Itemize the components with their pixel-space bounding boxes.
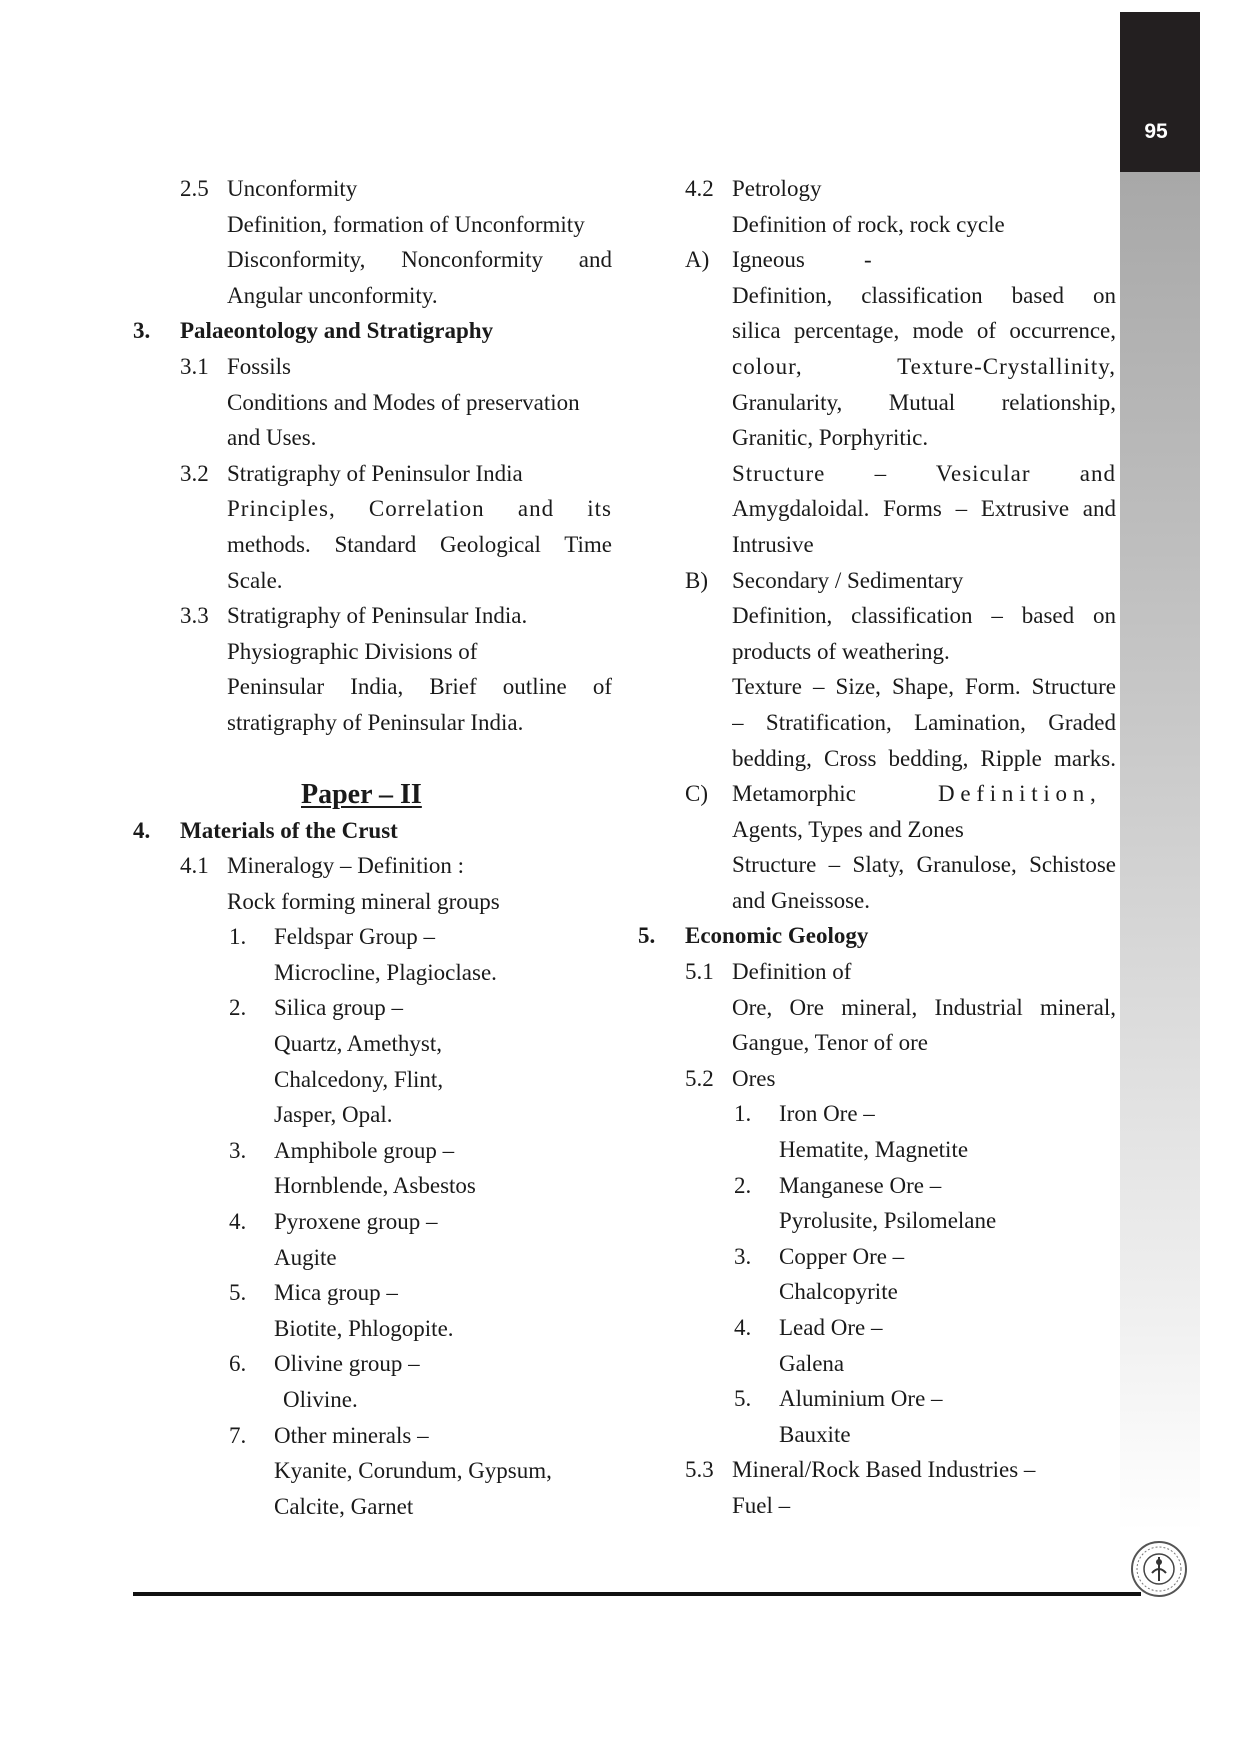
list-title: Feldspar Group –: [274, 924, 435, 950]
body-line: Ore, Ore mineral, Industrial mineral,: [732, 994, 1116, 1020]
right-column: [638, 171, 1116, 1524]
list-item: [133, 1346, 613, 1382]
section-5-3: [638, 1452, 1116, 1488]
section-number: 4.: [133, 817, 151, 843]
body-line: Texture – Size, Shape, Form. Structure: [732, 674, 1116, 700]
section-title: Ores: [732, 1065, 776, 1091]
list-title: Pyroxene group –: [274, 1209, 438, 1235]
subsection-dash: -: [864, 247, 872, 273]
list-title: Aluminium Ore –: [779, 1386, 943, 1412]
section-title: Definition of: [732, 959, 852, 985]
list-number: 3.: [229, 1137, 247, 1163]
list-detail: Galena: [779, 1350, 845, 1376]
list-number: 5.: [734, 1386, 752, 1412]
university-seal-icon: [1130, 1540, 1188, 1598]
list-item: [133, 1133, 613, 1169]
section-number: 5.3: [685, 1457, 714, 1483]
list-detail: Kyanite, Corundum, Gypsum,: [274, 1458, 552, 1484]
subsection-label: C): [685, 781, 708, 807]
section-heading: Palaeontology and Stratigraphy: [180, 318, 494, 344]
subsection-title-2: D e f i n i t i o n ,: [938, 781, 1096, 807]
list-detail: Chalcedony, Flint,: [274, 1066, 444, 1092]
section-title: Stratigraphy of Peninsulor India: [227, 460, 523, 486]
list-number: 3.: [734, 1243, 752, 1269]
subsection-title: Secondary / Sedimentary: [732, 567, 964, 593]
body-line: products of weathering.: [732, 638, 950, 664]
body-line: Agents, Types and Zones: [732, 816, 964, 842]
section-3-1: [133, 349, 613, 385]
list-detail: Microcline, Plagioclase.: [274, 959, 497, 985]
section-5-1: [638, 954, 1116, 990]
section-3: [133, 313, 613, 349]
section-number: 4.1: [180, 853, 209, 879]
subsection-label: A): [685, 247, 710, 273]
body-line: Physiographic Divisions of: [227, 638, 478, 664]
body-line: Principles, Correlation and its: [227, 496, 612, 522]
body-line: Rock forming mineral groups: [227, 888, 500, 914]
page-tab: [1120, 12, 1200, 172]
paper-heading-row: [133, 777, 613, 813]
section-number: 5.: [638, 923, 656, 949]
body-line: silica percentage, mode of occurrence,: [732, 318, 1116, 344]
list-title: Amphibole group –: [274, 1137, 455, 1163]
section-title: Stratigraphy of Peninsular India.: [227, 603, 528, 629]
section-title: Petrology: [732, 176, 822, 201]
subsection-a: [638, 242, 1116, 278]
list-title: Mica group –: [274, 1280, 398, 1306]
body-line: – Stratification, Lamination, Graded: [732, 709, 1116, 735]
body-line: colour, Texture-Crystallinity,: [732, 353, 1116, 379]
list-number: 6.: [229, 1351, 247, 1377]
section-number: 5.2: [685, 1065, 714, 1091]
list-item: [638, 1310, 1116, 1346]
section-number: 3.2: [180, 460, 209, 486]
list-item: [638, 1168, 1116, 1204]
section-4: [133, 813, 613, 849]
list-number: 4.: [734, 1315, 752, 1340]
section-heading: Economic Geology: [685, 923, 869, 949]
body-line: Angular unconformity.: [227, 282, 438, 308]
page-number: 95: [1144, 120, 1168, 143]
body-line: Disconformity, Nonconformity and: [227, 247, 612, 273]
body-line: Gangue, Tenor of ore: [732, 1030, 928, 1056]
subsection-title: Metamorphic: [732, 781, 856, 807]
subsection-c: [638, 776, 1116, 812]
list-number: 1.: [734, 1101, 752, 1127]
section-number: 3.1: [180, 353, 209, 379]
side-band: [1120, 172, 1200, 1532]
list-detail: Hematite, Magnetite: [779, 1137, 969, 1163]
list-detail: Pyrolusite, Psilomelane: [779, 1208, 997, 1234]
list-item: [133, 990, 613, 1026]
section-title: Mineralogy – Definition :: [227, 853, 464, 879]
list-detail: Chalcopyrite: [779, 1279, 898, 1305]
body-line: Granularity, Mutual relationship,: [732, 389, 1116, 415]
section-4-2: [638, 171, 1116, 207]
body-line: and Uses.: [227, 425, 317, 451]
subsection-label: B): [685, 567, 708, 593]
section-heading: Materials of the Crust: [180, 817, 398, 843]
section-number: 3.3: [180, 603, 209, 629]
list-detail: Hornblende, Asbestos: [274, 1173, 476, 1199]
body-line: Structure – Vesicular and: [732, 460, 1116, 486]
body-line: methods. Standard Geological Time: [227, 531, 612, 557]
list-number: 2.: [734, 1172, 752, 1198]
body-line: Definition, formation of Unconformity: [227, 211, 585, 237]
list-detail: Biotite, Phlogopite.: [274, 1315, 454, 1341]
list-number: 4.: [229, 1209, 247, 1235]
list-detail: Augite: [274, 1244, 337, 1270]
list-item: [133, 1275, 613, 1311]
body-line: Conditions and Modes of preservation: [227, 389, 580, 415]
list-title: Lead Ore –: [779, 1315, 883, 1340]
list-item: [638, 1096, 1116, 1132]
section-title: Unconformity: [227, 176, 358, 201]
list-detail: Olivine.: [283, 1387, 358, 1412]
list-item: [133, 919, 613, 955]
body-line: Fuel –: [732, 1492, 791, 1518]
list-number: 2.: [229, 995, 247, 1021]
section-5-2: [638, 1061, 1116, 1097]
list-title: Copper Ore –: [779, 1243, 905, 1269]
list-title: Other minerals –: [274, 1422, 429, 1448]
footer-rule: [133, 1592, 1141, 1596]
list-number: 1.: [229, 924, 247, 950]
body-line: Definition, classification – based on: [732, 603, 1116, 629]
body-line: Definition of rock, rock cycle: [732, 211, 1005, 237]
list-detail: Calcite, Garnet: [274, 1493, 414, 1519]
list-detail: Quartz, Amethyst,: [274, 1031, 442, 1057]
list-item: [638, 1381, 1116, 1417]
list-title: Silica group –: [274, 995, 404, 1021]
list-detail: Jasper, Opal.: [274, 1102, 393, 1128]
list-detail: Bauxite: [779, 1421, 851, 1447]
section-number: 2.5: [180, 176, 209, 201]
list-item: [638, 1239, 1116, 1275]
subsection-b: [638, 563, 1116, 599]
section-5: [638, 918, 1116, 954]
section-2-5: [133, 171, 613, 207]
body-line: Scale.: [227, 567, 283, 593]
list-number: 7.: [229, 1422, 247, 1448]
section-title: Mineral/Rock Based Industries –: [732, 1457, 1036, 1483]
list-number: 5.: [229, 1280, 247, 1306]
body-line: Definition, classification based on: [732, 282, 1116, 308]
body-line: Structure – Slaty, Granulose, Schistose: [732, 852, 1116, 878]
body-line: Intrusive: [732, 531, 814, 557]
left-column: [133, 171, 613, 1524]
body-line: Peninsular India, Brief outline of: [227, 674, 612, 700]
section-number: 3.: [133, 318, 151, 344]
subsection-title: Igneous: [732, 247, 805, 273]
body-line: stratigraphy of Peninsular India.: [227, 709, 524, 735]
paper-heading: Paper – II: [301, 778, 422, 810]
body-line: Granitic, Porphyritic.: [732, 425, 929, 451]
list-item: [133, 1204, 613, 1240]
list-title: Manganese Ore –: [779, 1172, 942, 1198]
list-item: [133, 1418, 613, 1454]
list-title: Olivine group –: [274, 1351, 420, 1377]
section-number: 4.2: [685, 176, 714, 201]
body-line: and Gneissose.: [732, 887, 870, 913]
section-4-1: [133, 848, 613, 884]
section-3-3: [133, 598, 613, 634]
section-number: 5.1: [685, 959, 714, 985]
section-3-2: [133, 456, 613, 492]
body-line: Amygdaloidal. Forms – Extrusive and: [732, 496, 1116, 522]
section-title: Fossils: [227, 353, 291, 379]
list-title: Iron Ore –: [779, 1101, 875, 1127]
body-line: bedding, Cross bedding, Ripple marks.: [732, 745, 1116, 771]
